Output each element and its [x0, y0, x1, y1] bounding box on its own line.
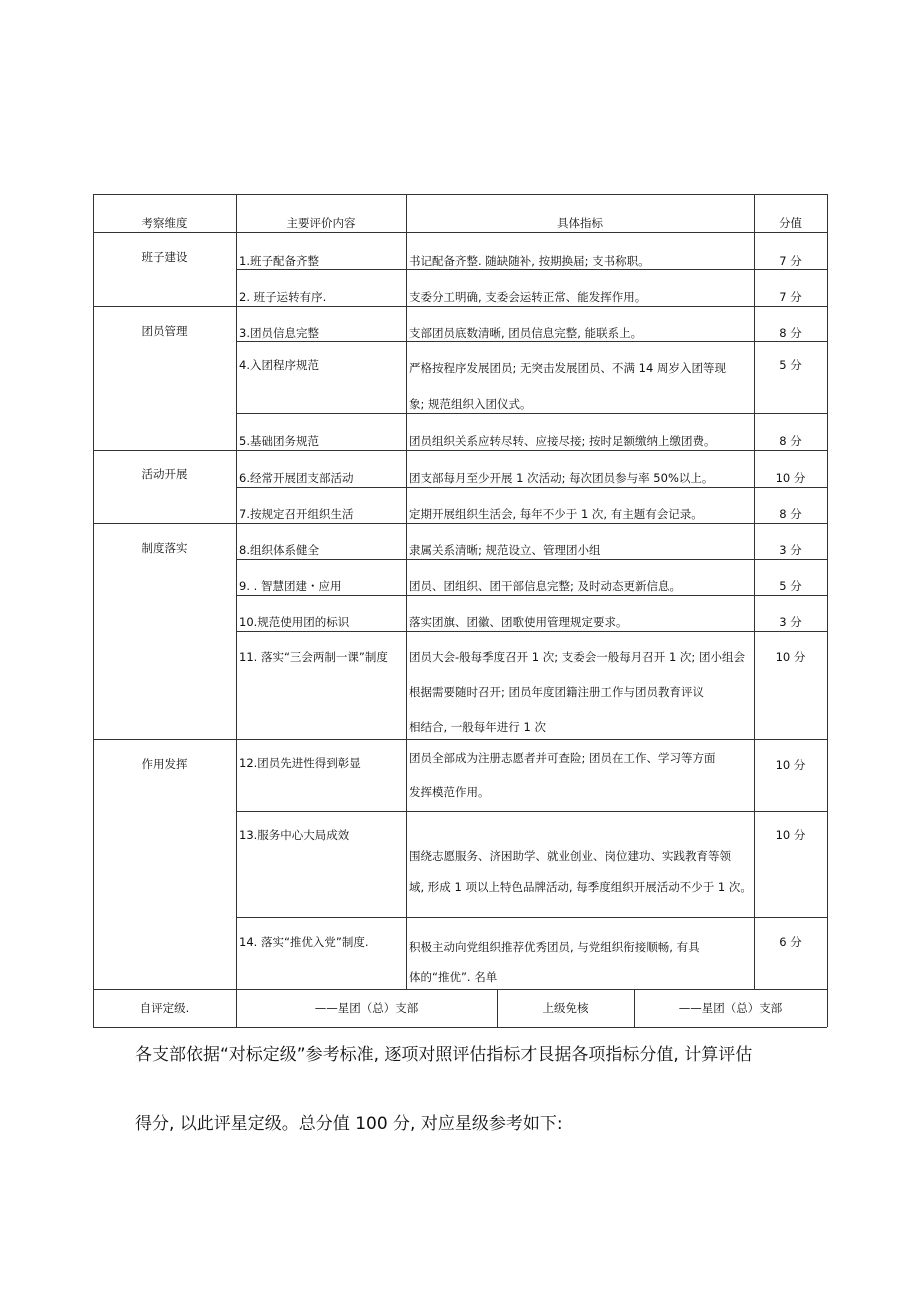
- table-border: [93, 194, 827, 195]
- group-label: 班子建设: [141, 250, 188, 264]
- indicator-cell: 严格按程序发展团员; 无突击发展团员、不满 14 周岁入团等现: [409, 361, 726, 375]
- table-border: [827, 194, 828, 1027]
- content-cell: 4.入团程序规范: [239, 358, 319, 372]
- indicator-cell: 围绕志愿服务、济困助学、就业创业、岗位建功、实践教育等领: [409, 849, 731, 863]
- indicator-cell: 支委分工明确, 支委会运转正常、能发挥作用。: [409, 290, 647, 304]
- content-cell: 3.团员信息完整: [239, 326, 319, 340]
- group-label: 活动开展: [141, 467, 188, 481]
- upper-review-value: ——星团（总）支部: [678, 1001, 783, 1015]
- table-border: [93, 1027, 827, 1028]
- table-border: [93, 194, 94, 1027]
- indicator-cell: 根据需要随时召开; 团员年度团籍注册工作与团员教育评议: [409, 685, 705, 699]
- indicator-cell: 相结合, 一般每年进行 1 次: [409, 720, 546, 734]
- table-line: [93, 232, 827, 233]
- table-line: [236, 631, 827, 632]
- table-line: [93, 523, 827, 524]
- score-cell: 10 分: [775, 471, 806, 485]
- table-line: [236, 917, 827, 918]
- table-line: [236, 269, 827, 270]
- table-line: [236, 559, 827, 560]
- indicator-cell: 落实团旗、团徽、团歌使用管理规定要求。: [409, 615, 628, 629]
- table-line: [236, 413, 827, 414]
- header-indicator: 具体指标: [557, 216, 603, 230]
- table-line: [236, 194, 237, 1027]
- score-cell: 7 分: [779, 290, 802, 304]
- content-cell: 14. 落实“推优入党”制度.: [239, 935, 369, 949]
- upper-review-label: 上级免核: [542, 1001, 589, 1015]
- indicator-cell: 书记配备齐整. 随缺随补, 按期换届; 支书称职。: [409, 254, 650, 268]
- table-line: [93, 989, 827, 990]
- table-line: [93, 450, 827, 451]
- score-cell: 10 分: [775, 828, 806, 842]
- score-cell: 5 分: [779, 579, 802, 593]
- table-line: [93, 739, 827, 740]
- content-cell: 13.服务中心大局成效: [239, 828, 350, 842]
- indicator-cell: 隶属关系清晰; 规范设立、管理团小组: [409, 543, 601, 557]
- content-cell: 2. 班子运转有序.: [239, 290, 327, 304]
- score-cell: 8 分: [779, 326, 802, 340]
- header-dimension: 考察维度: [141, 216, 188, 230]
- indicator-cell: 积极主动向党组织推荐优秀团员, 与党组织衔接顺畅, 有具: [409, 940, 700, 954]
- header-content: 主要评价内容: [286, 216, 356, 230]
- indicator-cell: 域, 形成 1 项以上特色品牌活动, 每季度组织开展活动不少于 1 次。: [409, 880, 752, 894]
- content-cell: 1.班子配备齐整: [239, 254, 319, 268]
- score-cell: 10 分: [775, 650, 806, 664]
- group-label: 团员管理: [141, 324, 188, 338]
- header-score: 分值: [779, 216, 802, 230]
- table-line: [236, 811, 827, 812]
- self-rating-value: ——星团（总）支部: [314, 1001, 419, 1015]
- indicator-cell: 团员大会-般每季度召开 1 次; 支委会一般每月召开 1 次; 团小组会: [409, 650, 745, 664]
- score-cell: 3 分: [779, 543, 802, 557]
- content-cell: 5.基础团务规范: [239, 434, 319, 448]
- table-line: [406, 194, 407, 989]
- table-line: [236, 341, 827, 342]
- score-cell: 5 分: [779, 358, 802, 372]
- content-cell: 8.组织体系健全: [239, 543, 319, 557]
- score-cell: 8 分: [779, 434, 802, 448]
- indicator-cell: 团员组织关系应转尽转、应接尽接; 按时足额缴纳上缴团费。: [409, 434, 716, 448]
- content-cell: 12.团员先进性得到彰显: [239, 756, 361, 770]
- score-cell: 3 分: [779, 615, 802, 629]
- score-cell: 6 分: [779, 935, 802, 949]
- indicator-cell: 团支部每月至少开展 1 次活动; 每次团员参与率 50%以上。: [409, 471, 714, 485]
- score-cell: 7 分: [779, 254, 802, 268]
- table-line: [93, 306, 827, 307]
- content-cell: 6.经常开展团支部活动: [239, 471, 354, 485]
- self-rating-label: 自评定级.: [139, 1001, 190, 1015]
- paragraph-line: 各支部依据“对标定级”参考标准, 逐项对照评估指标才艮据各项指标分值, 计算评估: [135, 1045, 753, 1065]
- content-cell: 9. . 智慧团建・应用: [239, 579, 342, 593]
- score-cell: 10 分: [775, 758, 806, 772]
- score-cell: 8 分: [779, 507, 802, 521]
- group-label: 制度落实: [141, 541, 188, 555]
- indicator-cell: 象; 规范组织入团仪式。: [409, 397, 532, 411]
- indicator-cell: 定期开展组织生活会, 每年不少于 1 次, 有主题有会记录。: [409, 507, 703, 521]
- indicator-cell: 支部团员底数清晰, 团员信息完整, 能联系上。: [409, 326, 643, 340]
- paragraph-line: 得分, 以此评星定级。总分值 100 分, 对应星级参考如下:: [135, 1114, 563, 1134]
- content-cell: 10.规范使用团的标识: [239, 615, 350, 629]
- table-line: [236, 595, 827, 596]
- indicator-cell: 体的“推优”. 名单: [409, 970, 498, 984]
- group-label: 作用发挥: [141, 757, 188, 771]
- indicator-cell: 发挥模范作用。: [409, 785, 490, 799]
- content-cell: 7.按规定召开组织生活: [239, 507, 354, 521]
- content-cell: 11. 落实“三会两制一课”制度: [239, 650, 388, 664]
- indicator-cell: 团员、团组织、团干部信息完整; 及时动态更新信息。: [409, 579, 682, 593]
- evaluation-table: [93, 194, 827, 1027]
- table-line: [236, 487, 827, 488]
- indicator-cell: 团员全部成为注册志愿者并可查险; 团员在工作、学习等方面: [409, 751, 716, 765]
